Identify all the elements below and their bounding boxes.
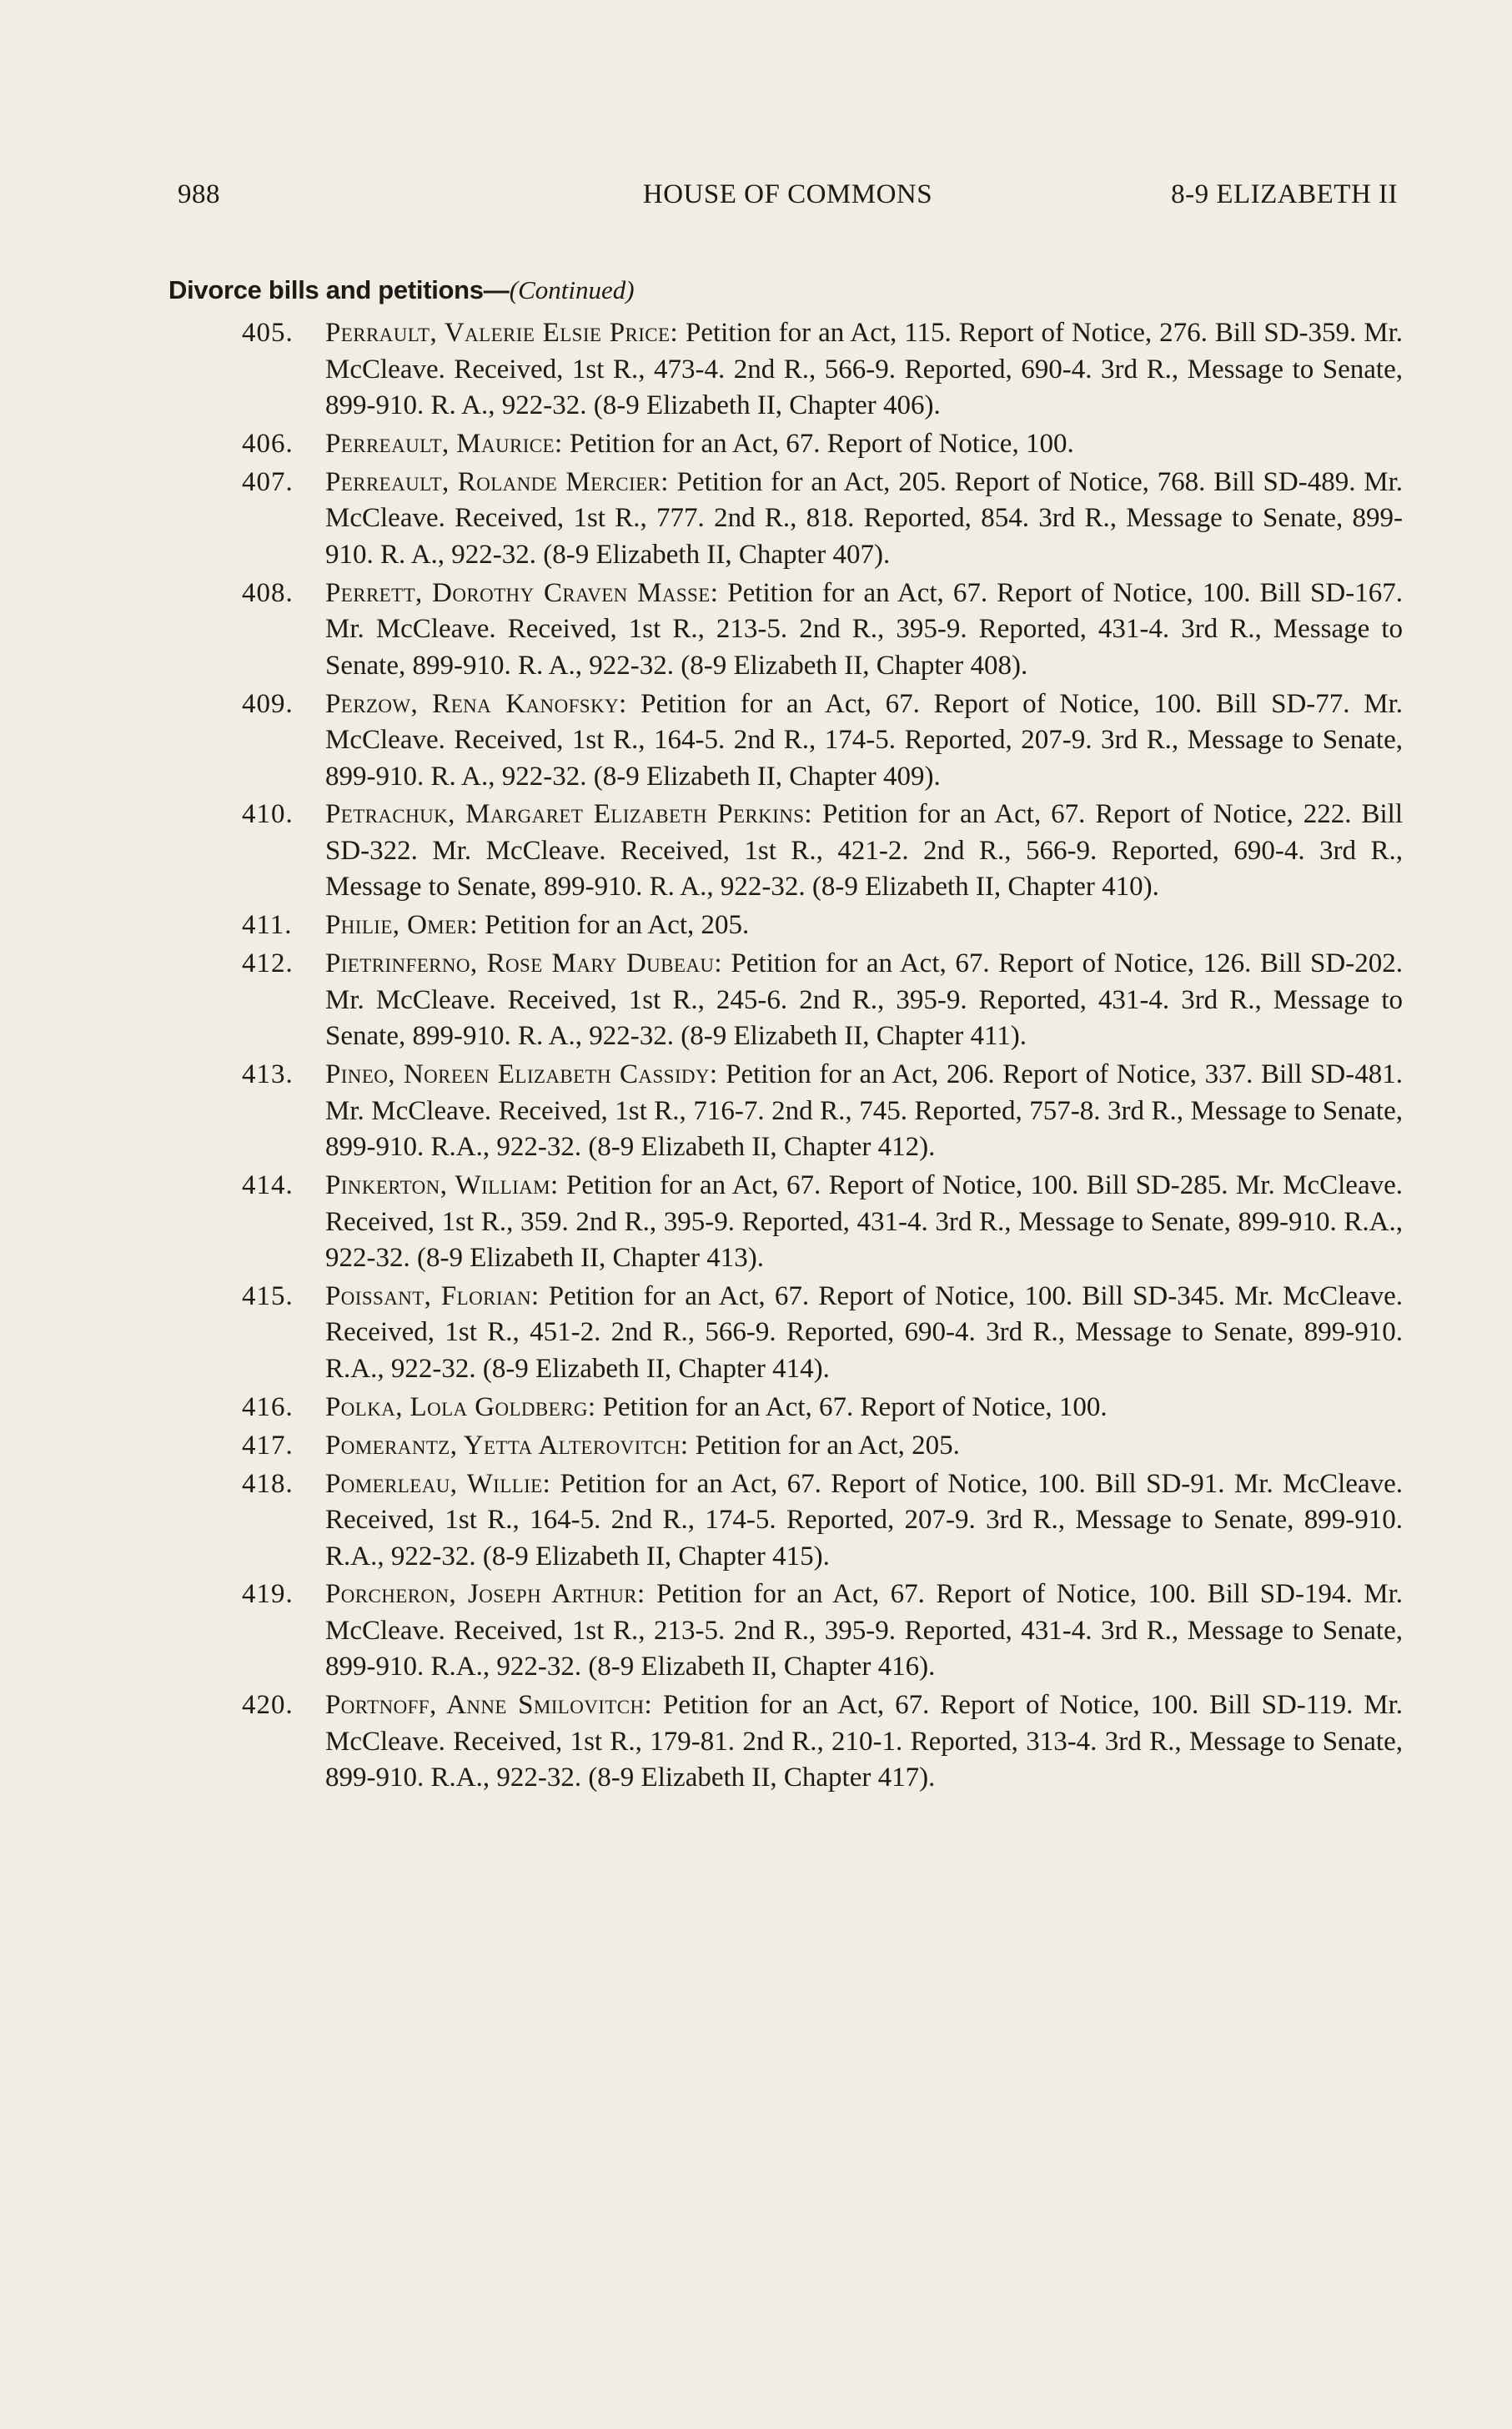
entry-text bbox=[325, 1687, 1403, 1797]
entry-number: 411. bbox=[242, 910, 293, 941]
entry-number: 407. bbox=[242, 466, 294, 497]
list-item bbox=[0, 426, 1512, 463]
entry-name: Porcheron, Joseph Arthur: bbox=[325, 1579, 645, 1610]
section-title: Divorce bills and petitions bbox=[168, 275, 484, 304]
list-item bbox=[0, 1279, 1512, 1388]
entry-name: Pomerleau, Willie: bbox=[325, 1468, 551, 1499]
entry-body: Petition for an Act, 67. Report of Notice, 100. Bill SD-77. Mr. McCleave. Received, 1st R., 164-5. 2nd R., 174-5. Reported, 207-9. 3rd R., Message to Senate, 899-910. R. A., 922-32. (8-9 Elizabeth II, Chapter 409). bbox=[325, 688, 1404, 792]
page-number: 988 bbox=[178, 179, 220, 209]
entry-text bbox=[325, 1057, 1403, 1166]
entry-body: Petition for an Act, 67. Report of Notice, 100. bbox=[562, 428, 1074, 459]
entry-text bbox=[325, 797, 1403, 906]
entry-body: Petition for an Act, 206. Report of Notice, 337. Bill SD-481. Mr. McCleave. Received, 1st R., 716-7. 2nd R., 745. Reported, 757-8. 3rd R., Message to Senate, 899-910. R.A., 922-32. (8-9 Elizabeth II, Chapter 412). bbox=[325, 1059, 1403, 1163]
entry-name: Philie, Omer: bbox=[325, 910, 478, 941]
entry-number: 417. bbox=[242, 1430, 294, 1461]
list-item bbox=[0, 465, 1512, 574]
entry-text bbox=[325, 1466, 1403, 1576]
entry-name: Pineo, Noreen Elizabeth Cassidy: bbox=[325, 1059, 718, 1090]
list-item bbox=[0, 1428, 1512, 1465]
entry-body: Petition for an Act, 67. Report of Notice, 100. bbox=[595, 1391, 1108, 1422]
list-item bbox=[0, 315, 1512, 425]
entry-number: 420. bbox=[242, 1690, 294, 1721]
entry-name: Petrachuk, Margaret Elizabeth Perkins: bbox=[325, 799, 813, 830]
entry-name: Pietrinferno, Rose Mary Dubeau: bbox=[325, 948, 722, 979]
entry-number: 406. bbox=[242, 428, 294, 459]
entry-number: 405. bbox=[242, 318, 294, 348]
entry-body: Petition for an Act, 67. Report of Notice, 100. Bill SD-167. Mr. McCleave. Received, 1st R., 213-5. 2nd R., 395-9. Reported, 431-4. 3rd R., Message to Senate, 899-910. R. A., 922-32. (8-9 Elizabeth II, Chapter 408). bbox=[325, 577, 1403, 681]
entry-body: Petition for an Act, 205. Report of Notice, 768. Bill SD-489. Mr. McCleave. Received, 1st R., 777. 2nd R., 818. Reported, 854. 3rd R., Message to Senate, 899-910. R. A., 922-32. (8-9 Elizabeth II, Chapter 407). bbox=[325, 466, 1403, 570]
page-title: HOUSE OF COMMONS bbox=[642, 179, 933, 209]
section-separator: — bbox=[483, 275, 510, 304]
list-item bbox=[0, 1687, 1512, 1797]
entry-text bbox=[325, 465, 1403, 574]
entry-name: Perreault, Rolande Mercier: bbox=[325, 466, 669, 497]
entry-body: Petition for an Act, 67. Report of Notice, 100. Bill SD-345. Mr. McCleave. Received, 1st R., 451-2. 2nd R., 566-9. Reported, 690-4. 3rd R., Message to Senate, 899-910. R.A., 922-32. (8-9 Elizabeth II, Chapter 414). bbox=[325, 1280, 1404, 1384]
entry-name: Pomerantz, Yetta Alterovitch: bbox=[325, 1430, 689, 1461]
regnal-year: 8-9 ELIZABETH II bbox=[1171, 179, 1398, 209]
entry-text bbox=[325, 576, 1403, 685]
entry-text bbox=[325, 1390, 1403, 1426]
list-item bbox=[0, 908, 1512, 944]
entry-number: 409. bbox=[242, 688, 294, 719]
entry-number: 418. bbox=[242, 1468, 294, 1499]
entry-body: Petition for an Act, 115. Report of Notice, 276. Bill SD-359. Mr. McCleave. Received, 1st R., 473-4. 2nd R., 566-9. Reported, 690-4. 3rd R., Message to Senate, 899-910. R. A., 922-32. (8-9 Elizabeth II, Chapter 406). bbox=[325, 318, 1403, 420]
entry-list bbox=[0, 315, 1512, 1797]
entry-text bbox=[325, 1428, 1403, 1465]
entry-body: Petition for an Act, 67. Report of Notice, 100. Bill SD-194. Mr. McCleave. Received, 1st R., 213-5. 2nd R., 395-9. Reported, 431-4. 3rd R., Message to Senate, 899-910. R.A., 922-32. (8-9 Elizabeth II, Chapter 416). bbox=[325, 1579, 1403, 1682]
entry-number: 419. bbox=[242, 1579, 294, 1610]
entry-body: Petition for an Act, 67. Report of Notice, 100. Bill SD-91. Mr. McCleave. Received, 1st R., 164-5. 2nd R., 174-5. Reported, 207-9. 3rd R., Message to Senate, 899-910. R.A., 922-32. (8-9 Elizabeth II, Chapter 415). bbox=[325, 1468, 1403, 1572]
entry-number: 413. bbox=[242, 1059, 294, 1090]
entry-body: Petition for an Act, 205. bbox=[688, 1430, 960, 1461]
entry-number: 412. bbox=[242, 948, 294, 979]
entry-text bbox=[325, 315, 1403, 425]
list-item bbox=[0, 686, 1512, 796]
entry-text bbox=[325, 1168, 1403, 1277]
entry-body: Petition for an Act, 67. Report of Notice, 100. Bill SD-285. Mr. McCleave. Received, 1st R., 359. 2nd R., 395-9. Reported, 431-4. 3rd R., Message to Senate, 899-910. R.A., 922-32. (8-9 Elizabeth II, Chapter 413). bbox=[325, 1170, 1403, 1274]
list-item bbox=[0, 576, 1512, 685]
section-continued: (Continued) bbox=[509, 275, 635, 304]
list-item bbox=[0, 1577, 1512, 1686]
entry-name: Perzow, Rena Kanofsky: bbox=[325, 688, 627, 719]
list-item bbox=[0, 1466, 1512, 1576]
entry-text bbox=[325, 426, 1403, 463]
entry-number: 410. bbox=[242, 799, 294, 830]
entry-name: Perrett, Dorothy Craven Masse: bbox=[325, 577, 719, 608]
entry-text bbox=[325, 1279, 1403, 1388]
section-heading bbox=[168, 275, 635, 305]
entry-number: 416. bbox=[242, 1391, 294, 1422]
entry-body: Petition for an Act, 67. Report of Notice, 222. Bill SD-322. Mr. McCleave. Received, 1st R., 421-2. 2nd R., 566-9. Reported, 690-4. 3rd R., Message to Senate, 899-910. R. A., 922-32. (8-9 Elizabeth II, Chapter 410). bbox=[325, 799, 1403, 903]
entry-name: Pinkerton, William: bbox=[325, 1170, 559, 1201]
entry-name: Portnoff, Anne Smilovitch: bbox=[325, 1690, 653, 1721]
entry-number: 408. bbox=[242, 577, 294, 608]
list-item bbox=[0, 1168, 1512, 1277]
entry-name: Polka, Lola Goldberg: bbox=[325, 1391, 596, 1422]
entry-text bbox=[325, 686, 1403, 796]
entry-body: Petition for an Act, 67. Report of Notice, 100. Bill SD-119. Mr. McCleave. Received, 1st R., 179-81. 2nd R., 210-1. Reported, 313-4. 3rd R., Message to Senate, 899-910. R.A., 922-32. (8-9 Elizabeth II, Chapter 417). bbox=[325, 1690, 1404, 1793]
entry-number: 414. bbox=[242, 1170, 294, 1201]
running-head bbox=[178, 179, 1398, 221]
entry-text bbox=[325, 908, 1403, 944]
entry-body: Petition for an Act, 67. Report of Notice, 126. Bill SD-202. Mr. McCleave. Received, 1st R., 245-6. 2nd R., 395-9. Reported, 431-4. 3rd R., Message to Senate, 899-910. R. A., 922-32. (8-9 Elizabeth II, Chapter 411). bbox=[325, 948, 1403, 1052]
entry-text bbox=[325, 1577, 1403, 1686]
entry-name: Poissant, Florian: bbox=[325, 1280, 540, 1311]
list-item bbox=[0, 797, 1512, 906]
entry-name: Perrault, Valerie Elsie Price: bbox=[325, 318, 679, 348]
entry-name: Perreault, Maurice: bbox=[325, 428, 563, 459]
list-item bbox=[0, 946, 1512, 1055]
list-item bbox=[0, 1057, 1512, 1166]
entry-number: 415. bbox=[242, 1280, 294, 1311]
entry-text bbox=[325, 946, 1403, 1055]
entry-body: Petition for an Act, 205. bbox=[477, 910, 750, 941]
list-item bbox=[0, 1390, 1512, 1426]
